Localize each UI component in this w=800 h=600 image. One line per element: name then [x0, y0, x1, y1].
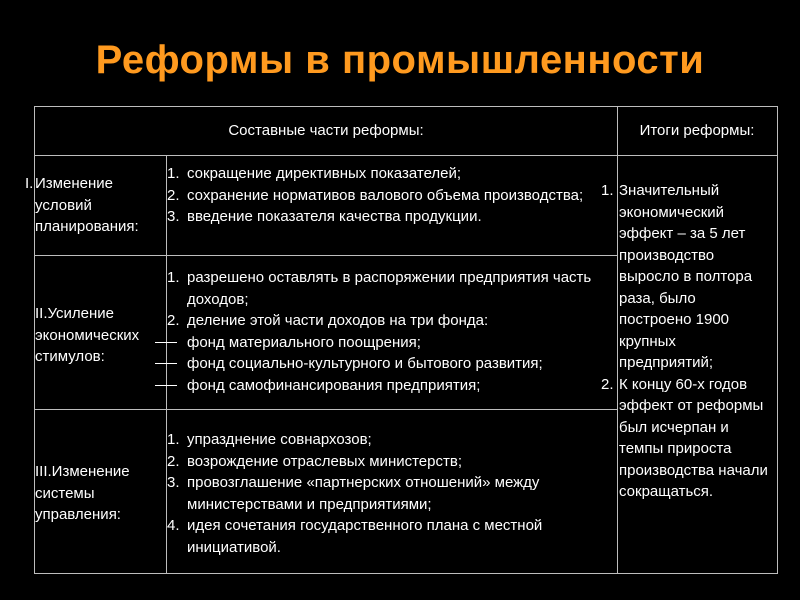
fund-item: фонд материального поощрения;	[173, 332, 613, 354]
list-item: 3. введение показателя качества продукции.	[167, 208, 482, 225]
list-item: 2. сохранение нормативов валового объема производства;	[167, 186, 584, 204]
dash-marker	[155, 342, 177, 343]
list-item: 1. разрешено оставлять в распоряжении предприятия часть доходов;	[167, 269, 592, 308]
fund-item: фонд социально-культурного и бытового развития;	[173, 353, 613, 375]
row-items-management	[167, 429, 613, 558]
row-divider-2	[35, 409, 617, 410]
row-label-incentives	[35, 303, 163, 368]
results-column	[601, 180, 771, 503]
row-label-text: Усиление экономических стимулов:	[35, 305, 140, 365]
result-item: 1. Значительный экономический эффект – за 5 лет производство выросло в полтора раза, было построено 1900 крупных предприятий;	[601, 182, 753, 371]
header-parts: Составные части реформы:	[228, 122, 424, 139]
result-item: 2. К концу 60-х годов эффект от реформы был исчерпан и темпы прироста производства начали сокращаться.	[601, 375, 768, 500]
list-item: 1. упразднение совнархозов;	[167, 431, 372, 448]
row-items-incentives	[167, 267, 613, 396]
dash-marker	[155, 385, 177, 386]
row-label-text: Изменение условий планирования:	[35, 175, 139, 235]
header-divider	[35, 155, 777, 156]
list-item: 2. возрождение отраслевых министерств;	[167, 452, 462, 470]
page-title: Реформы в промышленности	[95, 38, 705, 82]
row-label-text: Изменение системы управления:	[35, 463, 130, 523]
fund-item: фонд самофинансирования предприятия;	[173, 375, 613, 397]
row-label-management	[35, 461, 163, 526]
row-label-number: III.	[35, 463, 52, 480]
row-items-planning	[167, 163, 613, 228]
list-item: 4. идея сочетания государственного плана с местной инициативой.	[167, 517, 543, 556]
reforms-table	[25, 106, 778, 574]
list-item: 1. сокращение директивных показателей;	[167, 165, 462, 182]
list-item: 2. деление этой части доходов на три фонда:	[167, 312, 489, 329]
row-label-number: I.	[25, 175, 34, 192]
row-label-number: II.	[35, 305, 48, 322]
list-item: 3. провозглашение «партнерских отношений» между министерствами и предприятиями;	[167, 474, 540, 513]
results-column-divider	[617, 107, 618, 573]
header-results: Итоги реформы:	[639, 122, 755, 139]
dash-marker	[155, 363, 177, 364]
row-divider-1	[35, 255, 617, 256]
row-label-planning	[25, 173, 163, 238]
